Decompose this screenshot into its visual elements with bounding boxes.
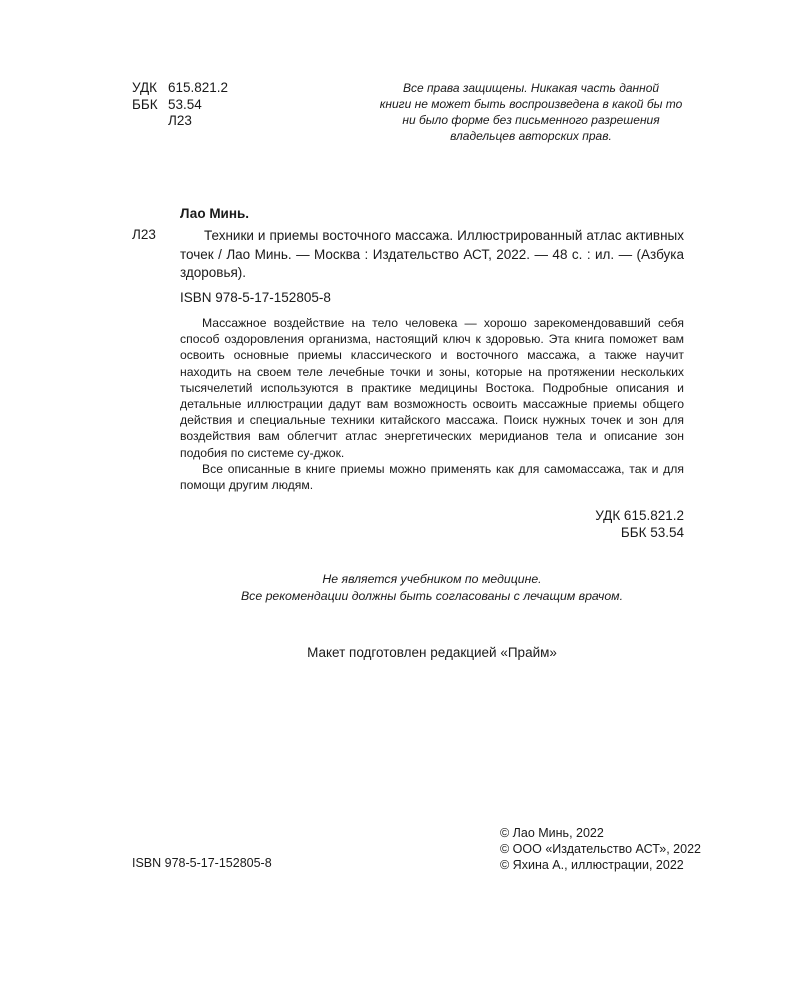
editorial-note: Макет подготовлен редакцией «Прайм» — [307, 645, 557, 660]
medical-disclaimer — [132, 571, 732, 604]
abstract-paragraph: Массажное воздействие на тело человека — хорошо зарекомендовавший себя способ оздоровления организма, настоящий ключ к здоровью. Эта книга поможет вам освоить основные приемы классического и восточного массажа, а также научит находить на своем теле лечебные точки и зоны, которые на протяжении нескольких тысячелетий используются в практике медицины Востока. Подробные описания и детальные иллюстрации дадут вам возможность освоить массажные приемы общего действия и специальные техники китайского массажа. Поиск нужных точек и зон для воздействия вам облегчит атлас энергетических меридианов тела и описание зон подобия по системе су-джок. — [180, 316, 684, 460]
udc-row — [132, 80, 228, 97]
classification-block — [132, 80, 228, 130]
bibliographic-description: Техники и приемы восточного массажа. Иллюстрированный атлас активных точек / Лао Минь. — Москва : Издательство АСТ, 2022. — 48 с. : ил. — (Азбука здоровья). — [180, 228, 684, 280]
rights-line: ни было форме без письменного разрешения — [402, 113, 660, 127]
disclaimer-line: Все рекомендации должны быть согласованы с лечащим врачом. — [240, 588, 624, 603]
isbn-main: ISBN 978-5-17-152805-8 — [180, 290, 331, 305]
bbk-code: ББК 53.54 — [620, 525, 684, 540]
copyright-line: © Яхина А., иллюстрации, 2022 — [500, 858, 684, 872]
udc-value: 615.821.2 — [168, 80, 229, 95]
abstract-paragraph: Все описанные в книге приемы можно применять как для самомассажа, так и для помощи другим людям. — [180, 461, 684, 493]
classification-bottom — [560, 507, 684, 541]
udc-label: УДК — [132, 80, 157, 95]
rights-line: книги не может быть воспроизведена в какой бы то — [379, 97, 683, 111]
isbn-bottom: ISBN 978-5-17-152805-8 — [132, 856, 272, 870]
rights-line: Все права защищены. Никакая часть данной — [402, 81, 660, 95]
abstract — [180, 315, 684, 493]
copyright-block — [500, 825, 701, 873]
bbk-row — [132, 97, 228, 114]
cutter-mark: Л23 — [132, 227, 156, 242]
copyright-line: © ООО «Издательство АСТ», 2022 — [500, 842, 701, 856]
bbk-label: ББК — [132, 96, 158, 112]
copyright-line: © Лао Минь, 2022 — [500, 826, 604, 840]
bbk-value: 53.54 — [168, 96, 202, 112]
rights-line: владельцев авторских прав. — [450, 129, 612, 143]
udc-code: УДК 615.821.2 — [595, 508, 684, 523]
author-heading: Лао Минь. — [180, 206, 250, 221]
disclaimer-line: Не является учебником по медицине. — [322, 572, 542, 586]
cutter-row — [132, 113, 228, 130]
rights-notice — [372, 80, 690, 144]
cutter-value: Л23 — [168, 113, 192, 128]
